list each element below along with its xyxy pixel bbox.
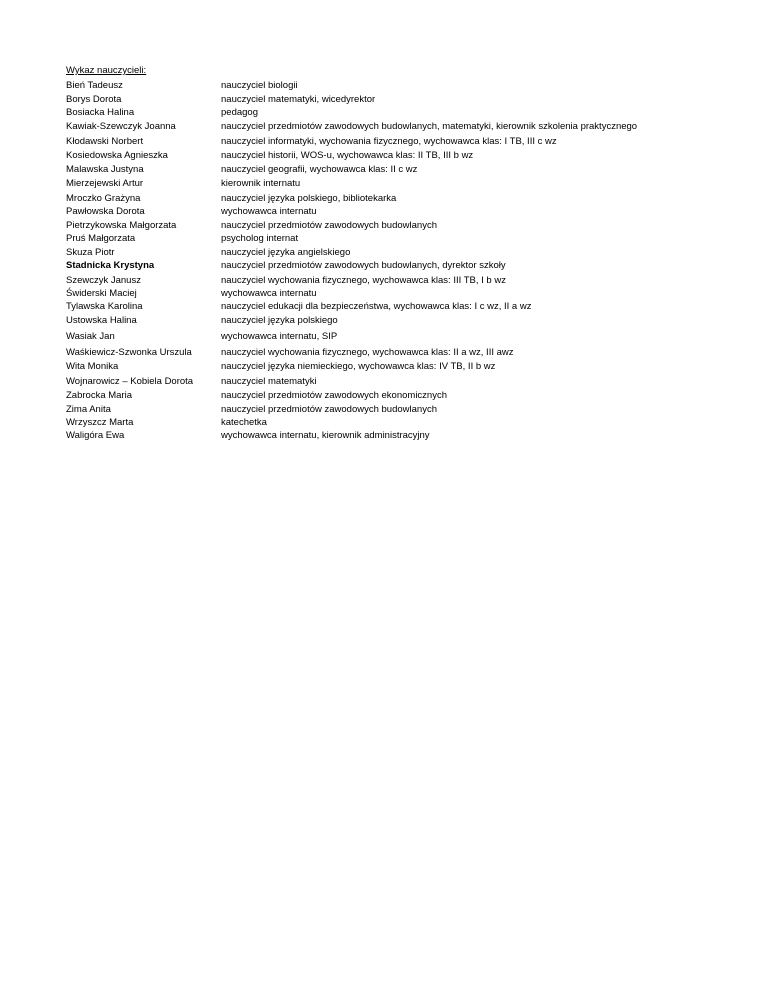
list-item bbox=[66, 403, 746, 417]
teacher-role: nauczyciel przedmiotów zawodowych budowlanych, matematyki, kierownik szkolenia praktycznego bbox=[221, 121, 638, 132]
teacher-role: nauczyciel wychowania fizycznego, wychowawca klas: II a wz, III awz bbox=[221, 347, 514, 358]
list-item bbox=[66, 274, 746, 288]
teacher-name: Zima Anita bbox=[66, 404, 111, 415]
teacher-name: Waligóra Ewa bbox=[66, 430, 125, 441]
teacher-name: Wasiak Jan bbox=[66, 331, 115, 342]
list-item bbox=[66, 232, 746, 246]
teacher-role: wychowawca internatu bbox=[221, 206, 317, 217]
teacher-role: nauczyciel biologii bbox=[221, 80, 298, 91]
list-item bbox=[66, 330, 746, 344]
list-item bbox=[66, 416, 746, 430]
teacher-name: Stadnicka Krystyna bbox=[66, 260, 155, 271]
teacher-name: Wojnarowicz – Kobiela Dorota bbox=[66, 376, 194, 387]
teacher-role: nauczyciel matematyki, wicedyrektor bbox=[221, 94, 376, 105]
teacher-name: Bień Tadeusz bbox=[66, 80, 123, 91]
list-item bbox=[66, 205, 746, 219]
teacher-name: Zabrocka Maria bbox=[66, 390, 132, 401]
teacher-name: Skuza Piotr bbox=[66, 247, 115, 258]
list-item bbox=[66, 93, 746, 107]
teacher-role: nauczyciel historii, WOS-u, wychowawca klas: II TB, III b wz bbox=[221, 150, 474, 161]
teacher-role: nauczyciel przedmiotów zawodowych budowlanych bbox=[221, 404, 437, 415]
teacher-role: nauczyciel wychowania fizycznego, wychowawca klas: III TB, I b wz bbox=[221, 275, 506, 286]
teacher-role: wychowawca internatu, kierownik administracyjny bbox=[221, 430, 430, 441]
list-item bbox=[66, 300, 746, 314]
list-item bbox=[66, 79, 746, 93]
teacher-name: Mroczko Grażyna bbox=[66, 193, 141, 204]
teacher-role: nauczyciel geografii, wychowawca klas: II c wz bbox=[221, 164, 418, 175]
teacher-role: nauczyciel języka angielskiego bbox=[221, 247, 351, 258]
teacher-role: nauczyciel informatyki, wychowania fizycznego, wychowawca klas: I TB, III c wz bbox=[221, 136, 557, 147]
teacher-name: Borys Dorota bbox=[66, 94, 122, 105]
teacher-name: Mierzejewski Artur bbox=[66, 178, 144, 189]
teacher-name: Wita Monika bbox=[66, 361, 119, 372]
teacher-role: nauczyciel matematyki bbox=[221, 376, 317, 387]
list-item bbox=[66, 177, 746, 191]
teacher-role: pedagog bbox=[221, 107, 258, 118]
teacher-name: Pietrzykowska Małgorzata bbox=[66, 220, 177, 231]
teacher-name: Wrzyszcz Marta bbox=[66, 417, 134, 428]
teacher-name: Kawiak-Szewczyk Joanna bbox=[66, 121, 176, 132]
list-item bbox=[66, 314, 746, 328]
teacher-name: Malawska Justyna bbox=[66, 164, 144, 175]
teacher-role: nauczyciel przedmiotów zawodowych ekonomicznych bbox=[221, 390, 447, 401]
list-item bbox=[66, 346, 746, 360]
list-item bbox=[66, 192, 746, 206]
list-item bbox=[66, 120, 746, 134]
list-item bbox=[66, 375, 746, 389]
list-item bbox=[66, 429, 746, 443]
teacher-role: wychowawca internatu, SIP bbox=[221, 331, 338, 342]
teacher-role: nauczyciel języka niemieckiego, wychowawca klas: IV TB, II b wz bbox=[221, 361, 496, 372]
list-item bbox=[66, 219, 746, 233]
teacher-name: Pawłowska Dorota bbox=[66, 206, 145, 217]
teacher-role: kierownik internatu bbox=[221, 178, 301, 189]
teacher-name: Świderski Maciej bbox=[66, 288, 137, 299]
list-item bbox=[66, 149, 746, 163]
teacher-role: psycholog internat bbox=[221, 233, 299, 244]
teacher-name: Bosiacka Halina bbox=[66, 107, 135, 118]
teacher-role: katechetka bbox=[221, 417, 267, 428]
teacher-name: Tylawska Karolina bbox=[66, 301, 143, 312]
list-item bbox=[66, 287, 746, 301]
teacher-role: nauczyciel edukacji dla bezpieczeństwa, wychowawca klas: I c wz, II a wz bbox=[221, 301, 532, 312]
list-item bbox=[66, 106, 746, 120]
teacher-name: Waśkiewicz-Szwonka Urszula bbox=[66, 347, 192, 358]
list-item bbox=[66, 135, 746, 149]
list-heading: Wykaz nauczycieli: bbox=[66, 65, 147, 76]
list-item bbox=[66, 163, 746, 177]
list-item bbox=[66, 360, 746, 374]
list-item bbox=[66, 246, 746, 260]
teacher-name: Pruś Małgorzata bbox=[66, 233, 136, 244]
teacher-role: nauczyciel przedmiotów zawodowych budowlanych bbox=[221, 220, 437, 231]
teacher-role: nauczyciel języka polskiego, bibliotekarka bbox=[221, 193, 397, 204]
teacher-role: wychowawca internatu bbox=[221, 288, 317, 299]
teacher-name: Kosiedowska Agnieszka bbox=[66, 150, 168, 161]
list-item bbox=[66, 389, 746, 403]
teacher-name: Szewczyk Janusz bbox=[66, 275, 141, 286]
teacher-name: Kłodawski Norbert bbox=[66, 136, 144, 147]
list-item bbox=[66, 259, 746, 273]
teacher-name: Ustowska Halina bbox=[66, 315, 137, 326]
teacher-role: nauczyciel przedmiotów zawodowych budowlanych, dyrektor szkoły bbox=[221, 260, 506, 271]
teacher-role: nauczyciel języka polskiego bbox=[221, 315, 338, 326]
